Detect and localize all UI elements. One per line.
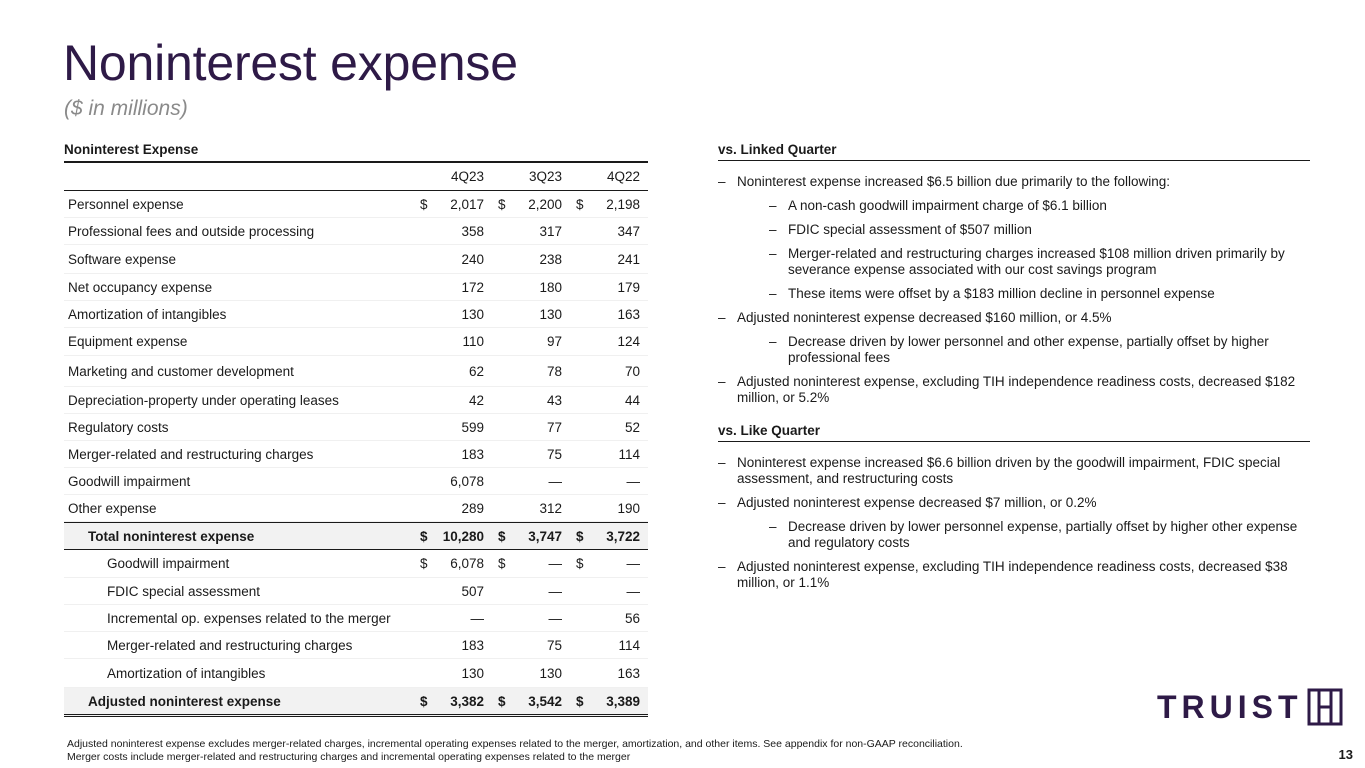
row-value (566, 638, 644, 653)
row-value (488, 638, 566, 653)
cell-value: 3,389 (606, 693, 640, 709)
table-row (64, 356, 648, 387)
row-value (566, 420, 644, 435)
currency-symbol: $ (420, 556, 428, 571)
row-value (488, 447, 566, 462)
row-value (566, 224, 644, 239)
cell-value: 44 (624, 392, 640, 408)
row-value (488, 307, 566, 322)
currency-symbol: $ (576, 528, 584, 544)
row-value (488, 420, 566, 435)
row-value (566, 556, 644, 571)
row-label: Goodwill impairment (107, 556, 230, 571)
currency-symbol: $ (420, 528, 428, 544)
row-value (488, 694, 566, 709)
adjusted-total-row (64, 688, 648, 717)
cell-value: — (548, 583, 562, 599)
row-value (566, 474, 644, 489)
cell-value: 62 (468, 363, 484, 379)
column-header: 4Q23 (450, 169, 484, 184)
cell-value: — (548, 610, 562, 626)
row-value (566, 666, 644, 681)
currency-symbol: $ (498, 196, 506, 212)
bullet: – Noninterest expense increased $6.5 billion due primarily to the following: (718, 174, 1308, 190)
cell-value: 172 (461, 279, 484, 295)
bullet: – Adjusted noninterest expense decreased $160 million, or 4.5% (718, 310, 1308, 326)
row-value (410, 694, 488, 709)
row-value (410, 334, 488, 349)
cell-value: 114 (618, 446, 640, 462)
table-row (64, 659, 648, 688)
like-quarter-bullets (718, 455, 1308, 599)
column-header: 4Q22 (606, 169, 640, 184)
cell-value: 124 (617, 334, 640, 349)
row-value (566, 584, 644, 599)
row-value (410, 280, 488, 295)
table-row (64, 468, 648, 495)
sub-bullet: – These items were offset by a $183 million decline in personnel expense (769, 286, 1308, 302)
cell-value: 312 (539, 500, 562, 516)
row-label: Net occupancy expense (68, 279, 213, 295)
cell-value: 130 (461, 665, 484, 681)
cell-value: 183 (461, 446, 484, 462)
cell-value: 56 (624, 610, 640, 626)
sub-bullet: – Merger-related and restructuring charges increased $108 million driven primarily by severance expense associated with our cost savings program (769, 246, 1308, 278)
sub-bullet: – Decrease driven by lower personnel and other expense, partially offset by higher professional fees (769, 334, 1308, 366)
footnote-line: Merger costs include merger-related and restructuring charges and incremental operating expenses related to the merger (67, 751, 631, 763)
cell-value: 6,078 (450, 556, 484, 571)
row-value (410, 224, 488, 239)
cell-value: 599 (461, 419, 484, 435)
cell-value: 10,280 (442, 528, 484, 544)
table-row (64, 301, 648, 328)
row-value (566, 611, 644, 626)
row-label: FDIC special assessment (107, 583, 261, 599)
sub-bullet: – FDIC special assessment of $507 million (769, 222, 1308, 238)
row-value (488, 280, 566, 295)
footnote-line: Adjusted noninterest expense excludes merger-related charges, incremental operating expenses related to the merger, amortization, and other items. See appendix for non-GAAP reconciliation. (67, 738, 963, 750)
cell-value: 2,200 (528, 196, 562, 212)
row-value (410, 364, 488, 379)
table-row (64, 274, 648, 301)
cell-value: — (626, 473, 640, 489)
currency-symbol: $ (420, 693, 428, 709)
row-value (410, 197, 488, 212)
row-value (410, 252, 488, 267)
cell-value: 70 (624, 363, 640, 379)
row-value (410, 474, 488, 489)
row-label: Incremental op. expenses related to the merger (107, 610, 391, 626)
row-label: Adjusted noninterest expense (88, 693, 281, 709)
table-row (64, 605, 648, 632)
table-row (64, 495, 648, 522)
table-row (64, 245, 648, 274)
cell-value: 97 (546, 334, 562, 349)
table-row (64, 441, 648, 468)
cell-value: 179 (617, 279, 640, 295)
row-value (410, 556, 488, 571)
cell-value: — (548, 473, 562, 489)
bullet: – Noninterest expense increased $6.6 billion driven by the goodwill impairment, FDIC special assessment, and restructuring costs (718, 455, 1308, 487)
cell-value: 190 (617, 500, 640, 516)
row-label: Other expense (68, 500, 157, 516)
row-value (566, 364, 644, 379)
like-quarter-title: vs. Like Quarter (718, 423, 821, 438)
page-title: Noninterest expense (63, 35, 518, 91)
table-row (64, 578, 648, 605)
cell-value: 130 (461, 306, 484, 322)
table-section-title: Noninterest Expense (64, 142, 199, 157)
footnotes (67, 738, 963, 764)
row-value (410, 529, 488, 544)
row-value (410, 584, 488, 599)
truist-logo (1157, 688, 1343, 726)
cell-value: 240 (461, 251, 484, 267)
row-label: Equipment expense (68, 334, 188, 349)
cell-value: 289 (461, 500, 484, 516)
cell-value: 3,382 (450, 693, 484, 709)
cell-value: — (470, 610, 484, 626)
row-value (410, 307, 488, 322)
row-label: Regulatory costs (68, 419, 169, 435)
row-value (488, 666, 566, 681)
cell-value: 2,017 (450, 196, 484, 212)
truist-mark-icon (1307, 688, 1343, 726)
row-label: Marketing and customer development (68, 363, 294, 379)
currency-symbol: $ (576, 693, 584, 709)
row-value (566, 197, 644, 212)
row-value (488, 252, 566, 267)
row-value (488, 556, 566, 571)
row-value (566, 447, 644, 462)
row-value (410, 666, 488, 681)
currency-symbol: $ (498, 556, 506, 571)
expense-table (64, 161, 648, 717)
row-value (566, 501, 644, 516)
row-value (488, 197, 566, 212)
row-label: Amortization of intangibles (68, 306, 227, 322)
row-value (566, 393, 644, 408)
row-value (488, 334, 566, 349)
cell-value: 180 (539, 279, 562, 295)
page-number: 13 (1338, 747, 1353, 762)
cell-value: 77 (546, 419, 562, 435)
row-value (566, 334, 644, 349)
cell-value: 317 (539, 223, 562, 239)
currency-symbol: $ (576, 556, 584, 571)
row-value (410, 501, 488, 516)
row-value (488, 224, 566, 239)
cell-value: 163 (617, 306, 640, 322)
currency-symbol: $ (576, 196, 584, 212)
row-value (410, 638, 488, 653)
table-header (64, 161, 648, 191)
row-value (488, 501, 566, 516)
currency-symbol: $ (498, 693, 506, 709)
linked-quarter-bullets (718, 174, 1308, 414)
cell-value: 114 (618, 637, 640, 653)
row-label: Amortization of intangibles (107, 665, 266, 681)
cell-value: 163 (617, 665, 640, 681)
cell-value: 183 (461, 637, 484, 653)
linked-quarter-rule (718, 160, 1310, 161)
total-row (64, 522, 648, 550)
cell-value: 6,078 (450, 473, 484, 489)
row-label: Software expense (68, 251, 177, 267)
row-label: Merger-related and restructuring charges (68, 446, 314, 462)
cell-value: 75 (546, 446, 562, 462)
cell-value: — (626, 556, 640, 571)
row-value (566, 307, 644, 322)
row-value (488, 611, 566, 626)
like-quarter-rule (718, 441, 1310, 442)
row-value (410, 420, 488, 435)
row-value (566, 280, 644, 295)
bullet: – Adjusted noninterest expense, excluding TIH independence readiness costs, decreased $182 million, or 5.2% (718, 374, 1308, 406)
table-row (64, 218, 648, 245)
row-value (410, 393, 488, 408)
row-value (566, 694, 644, 709)
cell-value: 3,747 (528, 528, 562, 544)
cell-value: 75 (546, 637, 562, 653)
table-row (64, 414, 648, 441)
bullet: – Adjusted noninterest expense, excluding TIH independence readiness costs, decreased $38 million, or 1.1% (718, 559, 1308, 591)
cell-value: — (626, 583, 640, 599)
row-label: Depreciation-property under operating leases (68, 392, 339, 408)
row-value (488, 364, 566, 379)
logo-text: TRUIST (1157, 688, 1303, 725)
cell-value: 3,722 (606, 528, 640, 544)
currency-symbol: $ (420, 196, 428, 212)
cell-value: 347 (617, 223, 640, 239)
cell-value: 130 (539, 306, 562, 322)
cell-value: 110 (462, 334, 484, 349)
bullet: – Adjusted noninterest expense decreased $7 million, or 0.2% (718, 495, 1308, 511)
row-value (488, 529, 566, 544)
linked-quarter-title: vs. Linked Quarter (718, 142, 837, 157)
row-value (410, 611, 488, 626)
row-label: Personnel expense (68, 196, 184, 212)
row-label: Professional fees and outside processing (68, 223, 315, 239)
cell-value: 238 (539, 251, 562, 267)
cell-value: 3,542 (528, 693, 562, 709)
page-subtitle: ($ in millions) (64, 97, 188, 120)
row-label: Total noninterest expense (88, 528, 255, 544)
sub-bullet: – Decrease driven by lower personnel expense, partially offset by higher other expense and regulatory costs (769, 519, 1308, 551)
table-row (64, 191, 648, 218)
row-value (488, 474, 566, 489)
row-value (566, 252, 644, 267)
currency-symbol: $ (498, 528, 506, 544)
cell-value: 358 (461, 223, 484, 239)
cell-value: 43 (546, 392, 562, 408)
cell-value: 78 (546, 363, 562, 379)
cell-value: 507 (461, 583, 484, 599)
table-row (64, 632, 648, 659)
cell-value: 130 (539, 665, 562, 681)
cell-value: 52 (624, 419, 640, 435)
row-label: Merger-related and restructuring charges (107, 637, 353, 653)
column-header: 3Q23 (528, 169, 562, 184)
cell-value: 2,198 (606, 196, 640, 212)
cell-value: — (548, 556, 562, 571)
row-value (488, 584, 566, 599)
cell-value: 241 (617, 251, 640, 267)
sub-bullet: – A non-cash goodwill impairment charge of $6.1 billion (769, 198, 1308, 214)
table-row (64, 550, 648, 578)
table-row (64, 328, 648, 356)
row-value (410, 447, 488, 462)
row-label: Goodwill impairment (68, 473, 191, 489)
table-row (64, 387, 648, 414)
row-value (566, 529, 644, 544)
cell-value: 42 (468, 392, 484, 408)
row-value (488, 393, 566, 408)
